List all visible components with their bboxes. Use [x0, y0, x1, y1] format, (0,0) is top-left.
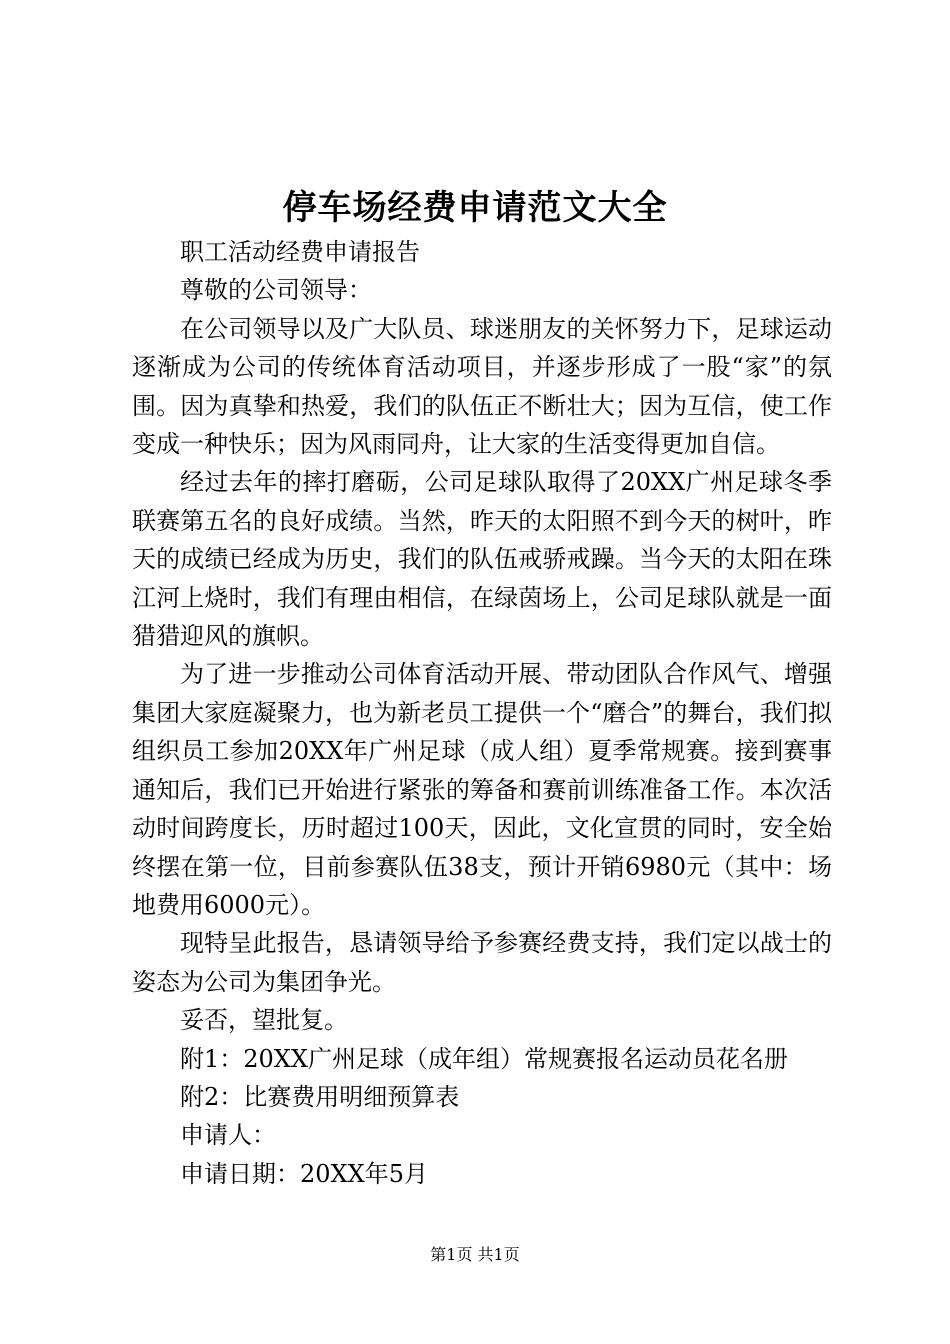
attachment-2: 附2：比赛费用明细预算表 [180, 1082, 460, 1111]
application-date: 申请日期：20XX年5月 [180, 1159, 428, 1188]
attachment-1: 附1：20XX广州足球（成年组）常规赛报名运动员花名册 [180, 1044, 788, 1073]
body-paragraph: 为了进一步推动公司体育活动开展、带动团队合作风气、增强集团大家庭凝聚力，也为新老员工提供一个“磨合”的舞台，我们拟组织员工参加20XX年广州足球（成人组）夏季常规赛。接到赛事通知后，我们已开始进行紧张的筹备和赛前训练准备工作。本次活动时间跨度长，历时超过100天，因此，文化宣贯的同时，安全始终摆在第一位，目前参赛队伍38支，预计开销6980元（其中：场地费用6000元）。 [132, 660, 832, 919]
salutation: 尊敬的公司领导： [180, 276, 372, 305]
body-paragraph: 在公司领导以及广大队员、球迷朋友的关怀努力下，足球运动逐渐成为公司的传统体育活动项目，并逐步形成了一股“家”的氛围。因为真挚和热爱，我们的队伍正不断壮大；因为互信，使工作变成一种快乐；因为风雨同舟，让大家的生活变得更加自信。 [132, 314, 832, 459]
report-heading: 职工活动经费申请报告 [180, 238, 420, 266]
document-body [132, 233, 832, 1193]
document-title: 停车场经费申请范文大全 [282, 188, 668, 228]
body-paragraph: 经过去年的摔打磨砺，公司足球队取得了20XX广州足球冬季联赛第五名的良好成绩。当然，昨天的太阳照不到今天的树叶，昨天的成绩已经成为历史，我们的队伍戒骄戒躁。当今天的太阳在珠江河上烧时，我们有理由相信，在绿茵场上，公司足球队就是一面猎猎迎风的旗帜。 [132, 468, 832, 651]
body-paragraph: 现特呈此报告，恳请领导给予参赛经费支持，我们定以战士的姿态为公司为集团争光。 [132, 929, 832, 996]
page-footer: 第1页 共1页 [430, 1245, 520, 1264]
closing-line: 妥否，望批复。 [180, 1006, 348, 1035]
applicant-line: 申请人： [180, 1121, 276, 1150]
